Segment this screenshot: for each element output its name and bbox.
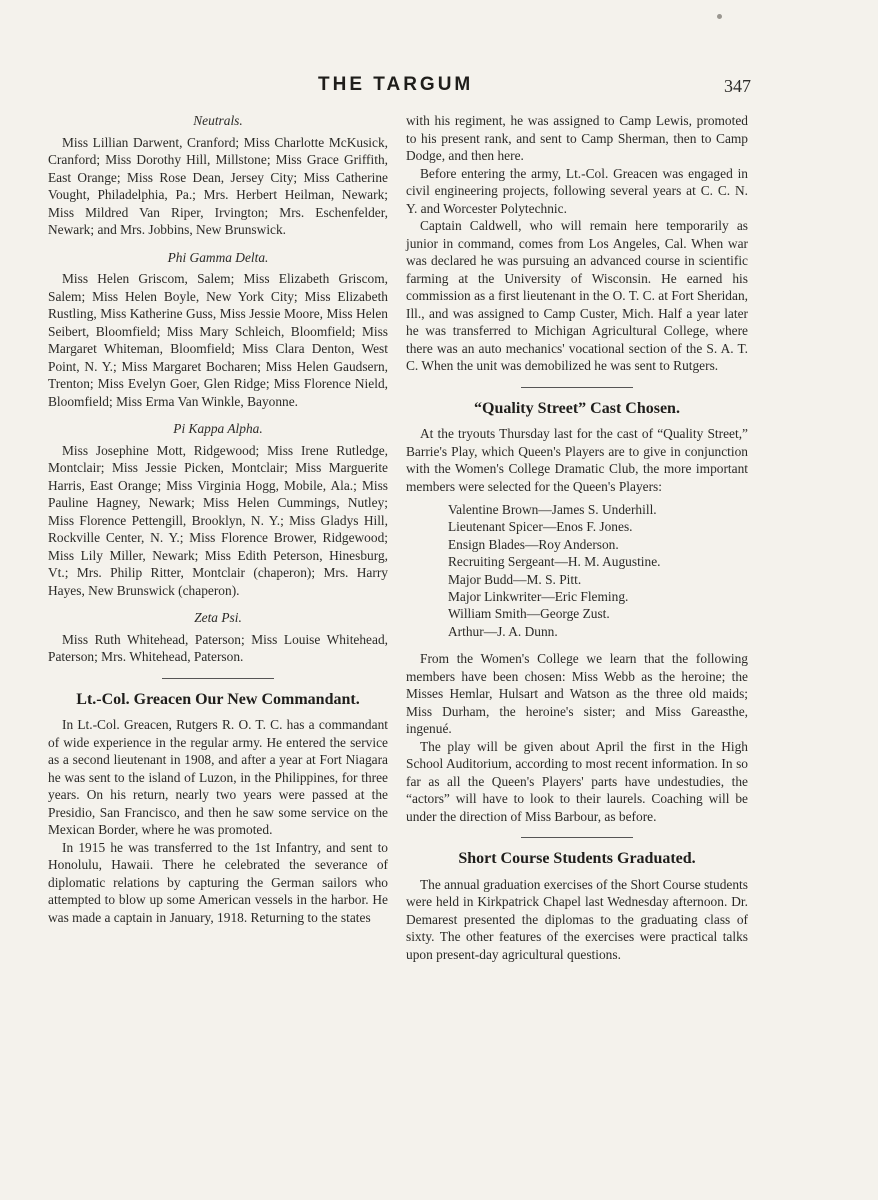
quality-street-article [406, 400, 748, 826]
cast-member: Major Linkwriter—Eric Fleming. [448, 589, 629, 605]
article-paragraph: In 1915 he was transferred to the 1st Infantry, and sent to Honolulu, Hawaii. There he celebrated the severance of diplomatic relations by capturing the German sailors who attempted to blow up some American vessels in the harbor. He was made a captain in January, 1918. Returning to the states [48, 839, 388, 925]
zeta-psi-section [48, 609, 388, 666]
divider-rule [521, 837, 633, 838]
article-paragraph: The annual graduation exercises of the Short Course students were held in Kirkpatrick Chapel last Wednesday afternoon. Dr. Demarest presented the diplomas to the graduating class of sixty. The other features of the exercises were practical talks upon present-day agricultural questions. [406, 876, 748, 962]
pi-kappa-alpha-section [48, 420, 388, 599]
guest-list: Miss Josephine Mott, Ridgewood; Miss Irene Rutledge, Montclair; Miss Jessie Picken, Montclair; Miss Marguerite Harris, East Orange; Miss Virginia Hogg, Mobile, Ala.; Miss Pauline Hagney, Newark; Miss Helen Cummings, Nutley; Miss Florence Pettengill, Brooklyn, N. Y.; Miss Gladys Hill, Rockville Center, N. Y.; Miss Florence Brower, Ridgewood; Miss Lily Miller, Newark; Miss Edith Peterson, Hinesburg, Vt.; Mrs. Philip Ritter, Montclair (chaperon); Mrs. Harry Hayes, New Brunswick (chaperon). [48, 442, 388, 598]
section-title: Phi Gamma Delta. [167, 249, 269, 265]
divider-rule [162, 678, 274, 679]
short-course-article [406, 850, 748, 963]
cast-member: Valentine Brown—James S. Underhill. [448, 502, 657, 517]
page-number: 347 [724, 76, 751, 96]
cast-member: William Smith—George Zust. [448, 606, 610, 622]
commandant-article-continued [406, 112, 748, 375]
guest-list: Miss Ruth Whitehead, Paterson; Miss Louise Whitehead, Paterson; Mrs. Whitehead, Paterson. [48, 631, 388, 664]
cast-member: Arthur—J. A. Dunn. [448, 623, 558, 639]
section-title: Neutrals. [193, 113, 243, 128]
cast-list [448, 501, 748, 640]
article-paragraph: From the Women's College we learn that the following members have been chosen: Miss Webb as the heroine; the Misses Hemlar, Hulsart and Watson as the three old maids; Miss Durham, the heroine's sister; and Miss Gareasthe, ingenué. [406, 651, 748, 737]
article-headline: “Quality Street” Cast Chosen. [474, 399, 680, 417]
right-column [406, 112, 748, 963]
neutrals-section [48, 112, 388, 239]
phi-gamma-delta-section [48, 249, 388, 411]
article-headline: Lt.-Col. Greacen Our New Commandant. [76, 690, 360, 708]
cast-member: Lieutenant Spicer—Enos F. Jones. [448, 519, 633, 535]
article-paragraph: with his regiment, he was assigned to Camp Lewis, promoted to his present rank, and sent to Camp Sherman, then to Camp Dodge, and then here. [406, 113, 748, 163]
guest-list: Miss Lillian Darwent, Cranford; Miss Charlotte McKusick, Cranford; Miss Dorothy Hill, Millstone; Miss Grace Griffith, East Orange; Miss Rose Dean, Jersey City; Miss Catherine Vought, Philadelphia, Pa.; Mrs. Herbert Heilman, Newark; Miss Mildred Van Riper, Irvington; Mrs. Eschenfelder, Newark; and Mrs. Jobbins, New Brunswick. [48, 134, 388, 237]
section-title: Zeta Psi. [194, 610, 242, 625]
cast-member: Ensign Blades—Roy Anderson. [448, 536, 619, 552]
cast-member: Recruiting Sergeant—H. M. Augustine. [448, 554, 661, 570]
left-column [48, 112, 388, 926]
divider-rule [521, 387, 633, 388]
article-headline: Short Course Students Graduated. [458, 850, 696, 868]
article-paragraph: In Lt.-Col. Greacen, Rutgers R. O. T. C. has a commandant of wide experience in the regular army. He entered the service as a second lieutenant in 1908, and after a year at Fort Niagara he was sent to the island of Luzon, in the Philippines, for three years. On his return, nearly two years were passed at the Presidio, San Francisco, and then he saw some service on the Mexican Border, where he was promoted. [48, 717, 388, 837]
section-title: Pi Kappa Alpha. [173, 421, 263, 436]
article-paragraph: At the tryouts Thursday last for the cast of “Quality Street,” Barrie's Play, which Queen's Players are to give in conjunction with the Women's College Dramatic Club, the more important members were selected for the Queen's Players: [406, 426, 748, 494]
cast-member: Major Budd—M. S. Pitt. [448, 571, 582, 587]
article-paragraph: The play will be given about April the first in the High School Auditorium, according to most recent information. In so far as all the Queen's Players' parts have undestudies, the “actors” will have to look to their laurels. Coaching will be under the direction of Miss Barbour, as before. [406, 738, 748, 824]
article-paragraph: Captain Caldwell, who will remain here temporarily as junior in command, comes from Los Angeles, Cal. When war was declared he was pursuing an advanced course in scientific farming at the University of Wisconsin. He earned his commission as a first lieutenant in the O. T. C. at Fort Sheridan, Ill., and was assigned to Camp Custer, Mich. Half a year later he was transferred to Michigan Agricultural College, where there was an auto mechanics' vocational section of the S. A. T. C. When the unit was demobilized he was sent to Rutgers. [406, 218, 748, 373]
commandant-article [48, 691, 388, 927]
page-speck [717, 14, 722, 19]
article-paragraph: Before entering the army, Lt.-Col. Greacen was engaged in civil engineering projects, following several years at C. C. N. Y. and Worcester Polytechnic. [406, 165, 748, 216]
guest-list: Miss Helen Griscom, Salem; Miss Elizabeth Griscom, Salem; Miss Helen Boyle, New York City; Miss Elizabeth Rustling, Miss Katherine Guss, Miss Jessie Moore, Miss Helen Seibert, Bloomfield; Miss Mary Schleich, Bloomfield; Miss Margaret Whiteman, Bloomfield; Miss Clara Denton, West Point, N. Y.; Miss Margaret Bocharen; Miss Helen Gaudsern, Trenton; Miss Evelyn Goer, Glen Ridge; Miss Florence Nield, Bloomfield; Miss Erma Van Winkle, Bayonne. [48, 271, 388, 409]
publication-title: THE TARGUM [318, 74, 474, 95]
